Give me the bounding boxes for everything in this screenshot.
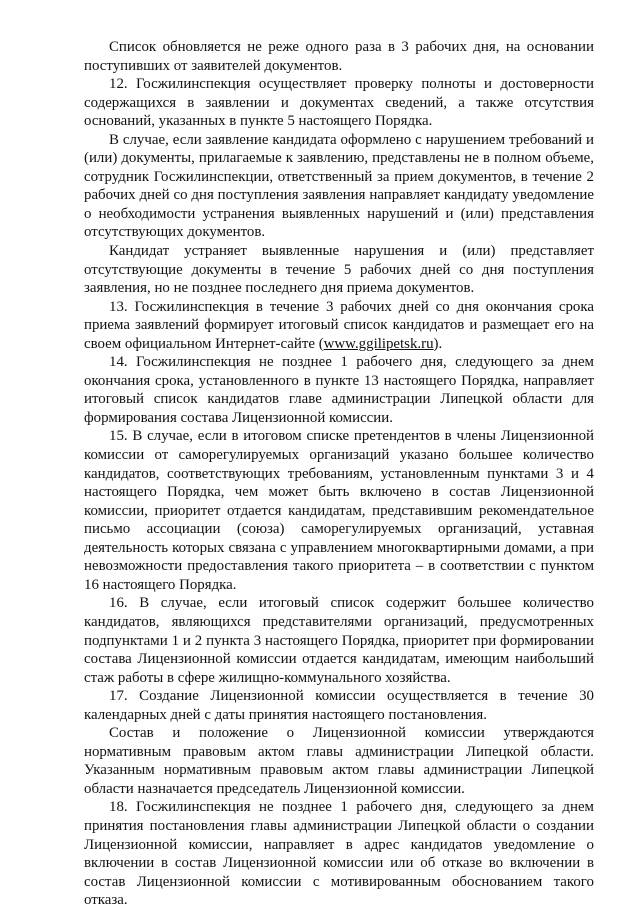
paragraph-16: 16. В случае, если итоговый список содержит большее количество кандидатов, являющихся представителями организаций, предусмотренных подпунктами 1 и 2 пункта 3 настоящего Порядка, приоритет при формировании состава Лицензионной комиссии отдается кандидатам, имеющим наибольший стаж работы в сфере жилищно-коммунального хозяйства. [84, 595, 594, 686]
paragraph-13 [84, 298, 594, 354]
document-page [84, 38, 594, 910]
paragraph-18: 18. Госжилинспекция не позднее 1 рабочего дня, следующего за днем принятия постановления главы администрации Липецкой области о создании Лицензионной комиссии, направляет в адрес кандидатов уведомление о включении в состав Лицензионной комиссии или об отказе во включении в состав Лицензионной комиссии с мотивированным обоснованием такого отказа. [84, 799, 594, 909]
paragraph-13-text-end: ). [433, 335, 443, 352]
paragraph-15: 15. В случае, если в итоговом списке претендентов в члены Лицензионной комиссии от саморегулируемых организаций указано большее количество кандидатов, соответствующих требованиям, установленным пунктами 3 и 4 настоящего Порядка, чем может быть включено в состав Лицензионной комиссии, приоритет отдается кандидатам, представившим рекомендательное письмо ассоциации (союза) саморегулируемых организаций, уставная деятельность которых связана с управлением многоквартирными домами, а при невозможности предоставления такого приоритета – в соответствии с пунктом 16 настоящего Порядка. [84, 428, 594, 593]
paragraph-12: 12. Госжилинспекция осуществляет проверку полноты и достоверности содержащихся в заявлении и документах сведений, а также отсутствия оснований, указанных в пункте 5 настоящего Порядка. [84, 76, 594, 130]
paragraph-12-fix: Кандидат устраняет выявленные нарушения и (или) представляет отсутствующие документы в течение 5 рабочих дней со дня поступления заявления, но не позднее последнего дня приема документов. [84, 243, 594, 297]
paragraph-17-composition: Состав и положение о Лицензионной комиссии утверждаются нормативным правовым актом главы администрации Липецкой области. Указанным нормативным правовым актом главы администрации Липецкой области назначается председатель Лицензионной комиссии. [84, 725, 594, 797]
paragraph-17: 17. Создание Лицензионной комиссии осуществляется в течение 30 календарных дней с даты принятия настоящего постановления. [84, 688, 594, 723]
paragraph-12-violation: В случае, если заявление кандидата оформлено с нарушением требований и (или) документы, прилагаемые к заявлению, представлены не в полном объеме, сотрудник Госжилинспекции, ответственный за прием документов, в течение 2 рабочих дней со дня поступления заявления направляет кандидату уведомление о необходимости устранения выявленных нарушений и (или) представления отсутствующих документов. [84, 131, 594, 241]
paragraph-list-update: Список обновляется не реже одного раза в 3 рабочих дня, на основании поступивших от заявителей документов. [84, 39, 594, 74]
paragraph-14: 14. Госжилинспекция не позднее 1 рабочего дня, следующего за днем окончания срока, установленного в пункте 13 настоящего Порядка, направляет итоговый список кандидатов главе администрации Липецкой области для формирования состава Лицензионной комиссии. [84, 354, 594, 426]
paragraph-13-text: 13. Госжилинспекция в течение 3 рабочих дней со дня окончания срока приема заявлений формирует итоговый список кандидатов и размещает его на своем официальном Интернет-сайте ( [84, 298, 594, 352]
website-link[interactable]: www.ggilipetsk.ru [323, 335, 434, 352]
